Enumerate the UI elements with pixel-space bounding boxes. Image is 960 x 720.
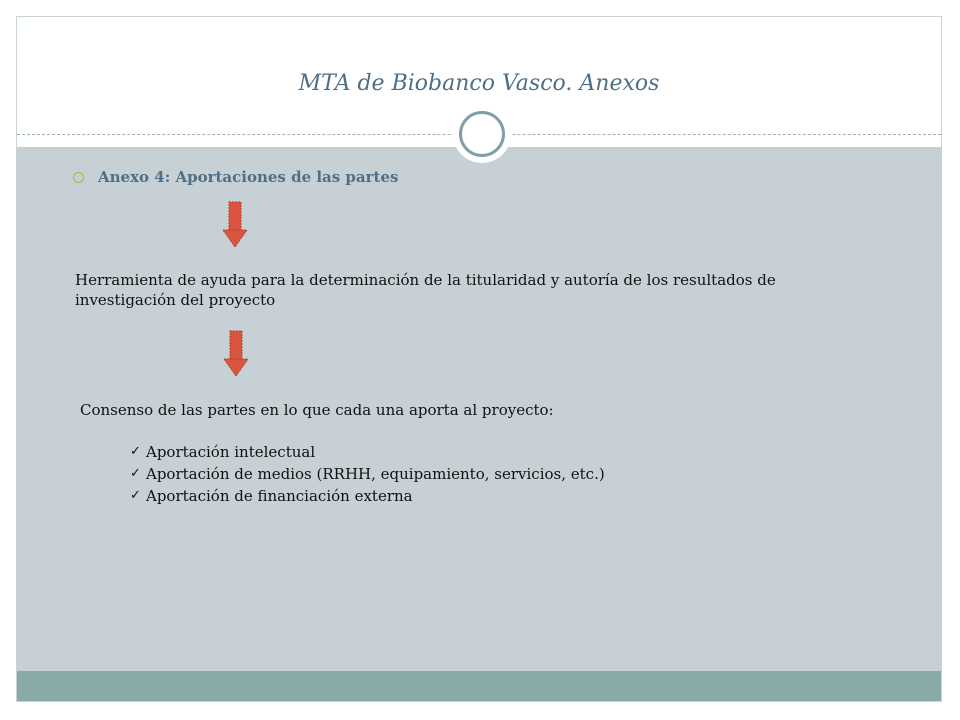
section-heading [73,168,398,186]
checkmark-icon: ✓ [130,466,141,481]
list-item-text: Aportación de financiación externa [146,487,413,505]
list-item-text: Aportación de medios (RRHH, equipamiento, servicios, etc.) [146,465,605,483]
checkmark-icon: ✓ [130,488,141,503]
footer-band [17,671,941,702]
list-item-text: Aportación intelectual [146,443,316,461]
checkmark-icon: ✓ [130,444,141,459]
list-item [130,463,605,485]
arrow-down-icon [222,201,248,249]
ring-decoration-icon [459,111,505,157]
slide-title: MTA de Biobanco Vasco. Anexos [298,71,660,96]
ring-bullet-icon [73,172,84,183]
section-heading-text: Anexo 4: Aportaciones de las partes [98,168,399,186]
paragraph-consensus: Consenso de las partes en lo que cada una aporta al proyecto: [80,401,554,419]
paragraph-tool-description: Herramienta de ayuda para la determinación de la titularidad y autoría de los resultados de investigación del proyecto [75,271,776,309]
slide [16,16,942,702]
contributions-checklist [130,441,605,507]
list-item [130,441,605,463]
arrow-down-icon [223,330,249,378]
list-item [130,485,605,507]
